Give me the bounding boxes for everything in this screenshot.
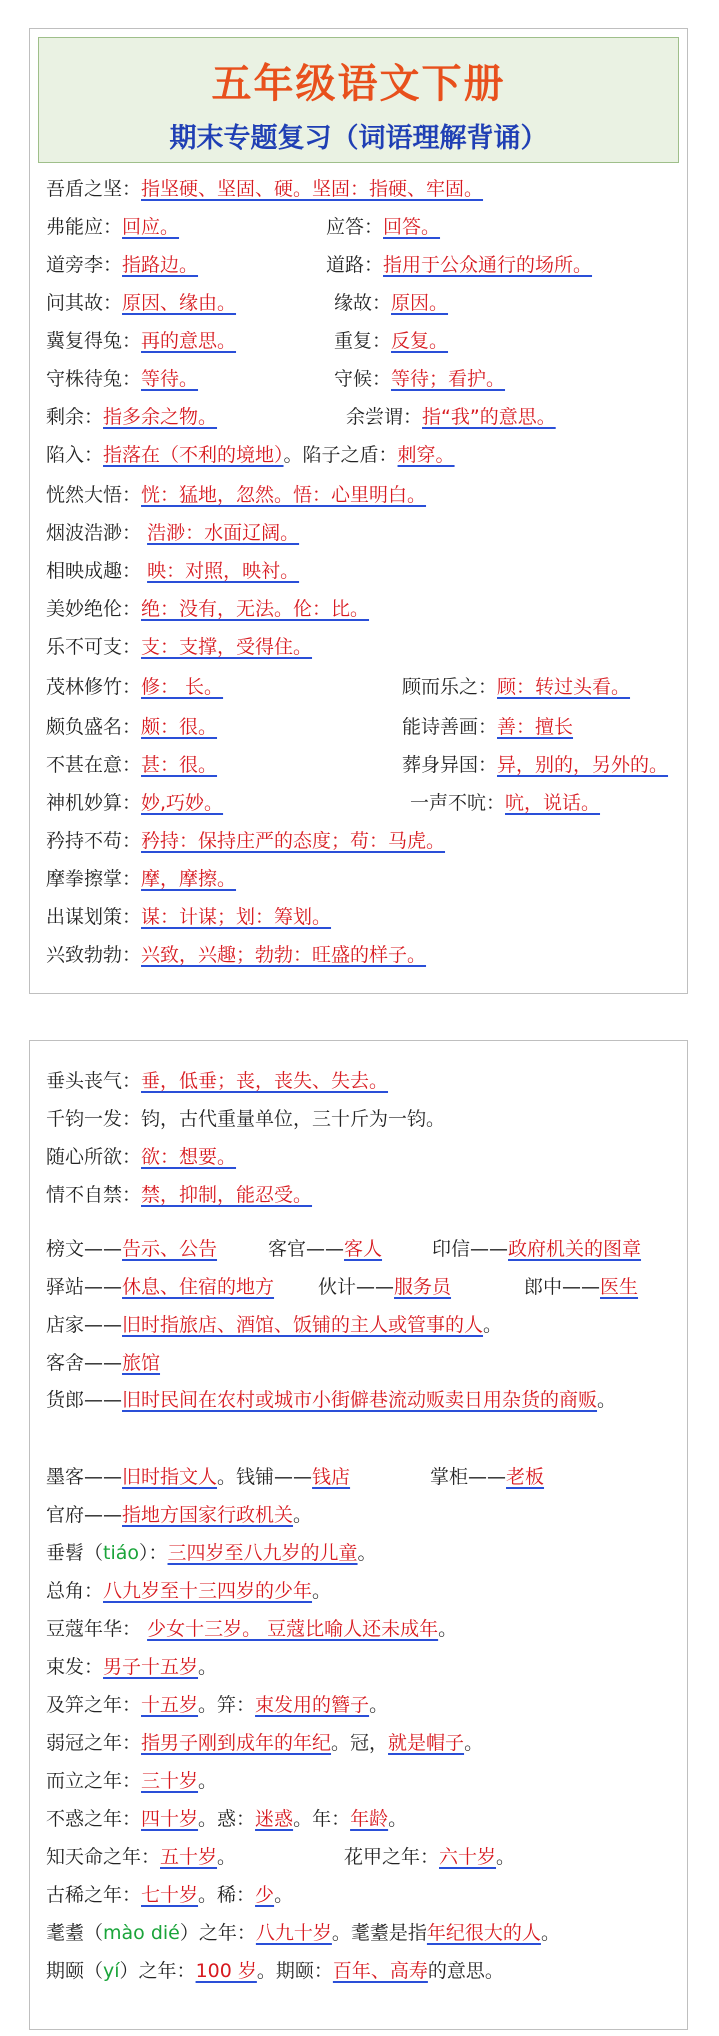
term: 守株待兔： [46,368,142,390]
definition: 旧时指旅店、酒馆、饭铺的主人或管事的人 [122,1314,484,1336]
term: 客官—— [268,1238,345,1260]
punctuation: 。 [357,1542,377,1564]
list-item [46,1611,679,1647]
term: 乐不可支： [46,636,142,658]
list-item [46,1177,679,1213]
term: 期颐（ [46,1960,104,1982]
term: 束发： [46,1656,104,1678]
punctuation: 。 [198,1770,218,1792]
definition: 少女十三岁。 豆蔻比喻人还未成年 [147,1618,439,1640]
definition: 回答。 [383,216,441,238]
list-item [46,437,679,473]
term: 弗能应： [46,216,123,238]
term: 能诗善画： [402,716,498,738]
term: 冀复得兔： [46,330,142,352]
definition: 原因、缘由。 [122,292,237,314]
punctuation: 。 [483,1314,503,1336]
definition: 老板 [506,1466,545,1488]
definition: 三十岁 [141,1770,199,1792]
definition: 十五岁 [141,1694,199,1716]
definition: 客人 [344,1238,383,1260]
definition: 四十岁 [141,1808,199,1830]
term: 古稀之年： [46,1884,142,1906]
list-item [46,515,679,551]
definition: 迷惑 [255,1808,294,1830]
list-item [46,937,679,973]
definition: 三四岁至八九岁的儿童 [167,1542,358,1564]
list-item [46,1381,673,1419]
definition: 休息、住宿的地方 [122,1276,275,1298]
vocab-card-2 [29,1040,688,2030]
term: 。笄： [198,1694,256,1716]
term: 。耄耋是指 [331,1922,427,1944]
title-banner [38,37,679,163]
list-item [46,1231,679,1267]
term: 弱冠之年： [46,1732,142,1754]
term: 道路： [326,254,384,276]
list-item [46,1953,679,1989]
definition: 钧，古代重量单位，三十斤为一钧。 [141,1108,446,1130]
term: 。陷子之盾： [283,444,398,466]
pinyin: mào dié [103,1922,180,1944]
term: 。钱铺—— [217,1466,313,1488]
list-item [46,591,679,627]
list-item [46,669,679,705]
term: 店家—— [46,1314,123,1336]
punctuation: 。 [293,1504,313,1526]
punctuation: 。 [217,1846,237,1868]
term: 出谋划策： [46,906,142,928]
punctuation: 。 [496,1846,516,1868]
term: ）： [139,1542,168,1564]
definition: 政府机关的图章 [508,1238,642,1260]
list-item [46,1497,679,1533]
term: 垂髫（ [46,1542,104,1564]
term: 驿站—— [46,1276,123,1298]
list-item [46,1801,679,1837]
definition: 年纪很大的人 [426,1922,541,1944]
definition: 服务员 [394,1276,452,1298]
term: 。年： [293,1808,351,1830]
definition: 颇：很。 [141,716,218,738]
term: 垂头丧气： [46,1070,142,1092]
definition: 束发用的簪子 [255,1694,370,1716]
list-item [46,1877,679,1913]
list-item [46,1649,679,1685]
definition: 吭，说话。 [505,792,601,814]
pinyin: yí [103,1960,120,1982]
definition: 医生 [600,1276,639,1298]
list-item [46,785,679,821]
list-item [46,629,679,665]
list-item [46,1063,679,1099]
term: 货郎—— [46,1389,123,1411]
definition: 兴致，兴趣；勃勃：旺盛的样子。 [141,944,427,966]
definition: 七十岁 [141,1884,199,1906]
term: 知天命之年： [46,1846,161,1868]
definition: 五十岁 [160,1846,218,1868]
definition: 旧时民间在农村或城市小街僻巷流动贩卖日用杂货的商贩 [122,1389,598,1411]
term: 摩拳擦掌： [46,868,142,890]
term: 美妙绝伦： [46,598,142,620]
list-item [46,361,679,397]
term: 郎中—— [524,1276,601,1298]
definition: 恍：猛地，忽然。悟：心里明白。 [141,484,427,506]
term: 葬身异国： [402,754,498,776]
definition: 异，别的，另外的。 [497,754,669,776]
list-item [46,323,679,359]
definition: 指路边。 [122,254,199,276]
definition: 指坚硬、坚固、硬。坚固：指硬、牢固。 [141,178,484,200]
list-item [46,861,679,897]
term: 剩余： [46,406,104,428]
definition: 垂，低垂；丧，丧失、失去。 [141,1070,389,1092]
definition: 等待；看护。 [391,368,506,390]
punctuation: 。 [198,1656,218,1678]
definition: 刺穿。 [397,444,455,466]
punctuation: 。 [388,1808,408,1830]
term: 耄耋（ [46,1922,104,1944]
term: 花甲之年： [344,1846,440,1868]
definition: 100 岁 [195,1960,257,1982]
definition: 八九十岁 [255,1922,332,1944]
definition: 钱店 [312,1466,351,1488]
list-item [46,709,679,745]
definition: 八九岁至十三四岁的少年 [103,1580,313,1602]
term: 。惑： [198,1808,256,1830]
definition: 浩渺：水面辽阔。 [147,522,300,544]
term: 不甚在意： [46,754,142,776]
list-item [46,1307,679,1343]
definition: 甚：很。 [141,754,218,776]
term: 应答： [326,216,384,238]
list-item [46,477,679,513]
term: 余尝谓： [346,406,423,428]
list-item [46,1763,679,1799]
definition: 反复。 [391,330,449,352]
term: 问其故： [46,292,123,314]
term: 官府—— [46,1504,123,1526]
list-item [46,553,679,589]
term: 守候： [334,368,392,390]
term: 相映成趣： [46,560,142,582]
vocab-card-1 [29,28,688,994]
list-item [46,209,679,245]
list-item [46,171,679,207]
definition: 修： 长。 [141,676,224,698]
list-item [46,1915,679,1951]
term: 道旁李： [46,254,123,276]
page-title: 五年级语文下册 [211,60,506,107]
definition: 就是帽子 [388,1732,465,1754]
list-item [46,247,679,283]
punctuation: 。 [312,1580,332,1602]
term: 吾盾之坚： [46,178,142,200]
definition: 回应。 [122,216,180,238]
definition: 谋：计谋；划：筹划。 [141,906,332,928]
definition: 矜持：保持庄严的态度；苟：马虎。 [141,830,446,852]
term: ）之年： [119,1960,196,1982]
definition: 指用于公众通行的场所。 [383,254,593,276]
punctuation: 。 [540,1922,560,1944]
list-item [46,823,679,859]
list-item [46,1535,679,1571]
term: ）之年： [179,1922,256,1944]
term: 颇负盛名： [46,716,142,738]
term: 一声不吭： [410,792,506,814]
definition: 少 [255,1884,275,1906]
punctuation: 。 [464,1732,484,1754]
definition: 顾：转过头看。 [497,676,631,698]
term: 印信—— [432,1238,509,1260]
term: 。冠， [331,1732,389,1754]
definition: 旧时指文人 [122,1466,218,1488]
page-subtitle: 期末专题复习（词语理解背诵） [169,123,548,154]
definition: 指男子刚到成年的年纪 [141,1732,332,1754]
definition: 旅馆 [122,1352,161,1374]
list-item [46,747,679,783]
definition: 指落在（不利的境地） [103,444,284,466]
term: 榜文—— [46,1238,123,1260]
definition: 映：对照，映衬。 [147,560,300,582]
term: 及笄之年： [46,1694,142,1716]
definition: 六十岁 [439,1846,497,1868]
term: 兴致勃勃： [46,944,142,966]
term: 掌柜—— [430,1466,507,1488]
term: 神机妙算： [46,792,142,814]
list-item [46,899,679,935]
definition: 禁，抑制，能忍受。 [141,1184,313,1206]
term: 。期颐： [256,1960,333,1982]
definition: 百年、高寿 [332,1960,428,1982]
definition: 绝：没有，无法。伦：比。 [141,598,370,620]
punctuation: 。 [369,1694,389,1716]
term: 伙计—— [318,1276,395,1298]
list-item [46,1725,679,1761]
term: 矜持不苟： [46,830,142,852]
list-item [46,1687,679,1723]
definition: 指多余之物。 [103,406,218,428]
list-item [46,285,679,321]
definition: 摩，摩擦。 [141,868,237,890]
list-item [46,1269,679,1305]
pinyin: tiáo [103,1542,140,1564]
list-item [46,1459,679,1495]
definition: 指“我”的意思。 [422,406,556,428]
term: 情不自禁： [46,1184,142,1206]
definition: 指地方国家行政机关 [122,1504,294,1526]
definition: 妙,巧妙。 [141,792,224,814]
list-item [46,1573,679,1609]
term: 而立之年： [46,1770,142,1792]
list-item [46,1839,679,1875]
punctuation: 。 [274,1884,294,1906]
term: 。稀： [198,1884,256,1906]
definition: 善：擅长 [497,716,574,738]
definition: 支：支撑，受得住。 [141,636,313,658]
term: 烟波浩渺： [46,522,142,544]
term: 墨客—— [46,1466,123,1488]
term: 随心所欲： [46,1146,142,1168]
term: 不惑之年： [46,1808,142,1830]
punctuation: 。 [438,1618,458,1640]
definition: 再的意思。 [141,330,237,352]
definition: 等待。 [141,368,199,390]
term: 顾而乐之： [402,676,498,698]
term: 恍然大悟： [46,484,142,506]
term: 的意思。 [427,1960,504,1982]
list-item [46,399,679,435]
term: 总角： [46,1580,104,1602]
definition: 年龄 [350,1808,389,1830]
term: 千钧一发： [46,1108,142,1130]
term: 豆蔻年华： [46,1618,142,1640]
list-item [46,1139,679,1175]
definition: 欲：想要。 [141,1146,237,1168]
definition: 告示、公告 [122,1238,218,1260]
punctuation: 。 [597,1389,617,1411]
term: 陷入： [46,444,104,466]
definition: 原因。 [391,292,449,314]
term: 缘故： [334,292,392,314]
definition: 男子十五岁 [103,1656,199,1678]
term: 客舍—— [46,1352,123,1374]
list-item [46,1345,679,1381]
term: 茂林修竹： [46,676,142,698]
list-item [46,1101,679,1137]
term: 重复： [334,330,392,352]
